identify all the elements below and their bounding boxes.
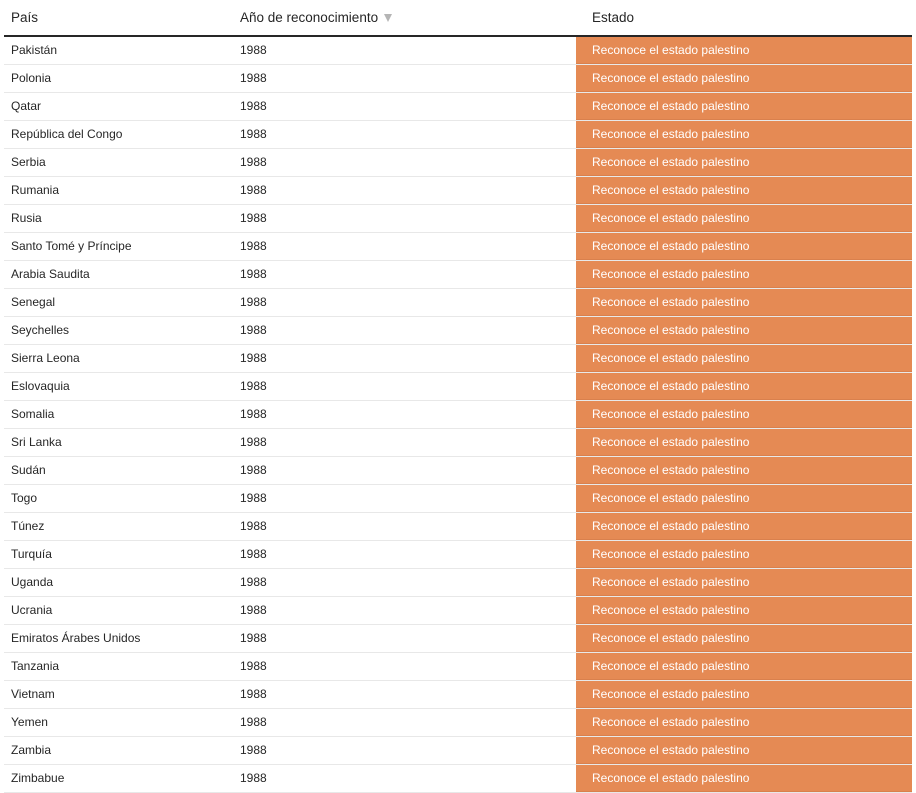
cell-anio: 1988 [240, 575, 267, 589]
cell-anio: 1988 [240, 323, 267, 337]
cell-estado: Reconoce el estado palestino [576, 177, 912, 204]
cell-pais: Arabia Saudita [11, 267, 90, 281]
cell-pais: Polonia [11, 71, 52, 85]
cell-pais: Santo Tomé y Príncipe [11, 239, 132, 253]
cell-estado: Reconoce el estado palestino [576, 261, 912, 288]
column-header-anio[interactable] [240, 10, 392, 25]
cell-anio: 1988 [240, 463, 267, 477]
cell-pais: Túnez [11, 519, 45, 533]
cell-anio: 1988 [240, 715, 267, 729]
table-row [4, 65, 912, 93]
table-row [4, 485, 912, 513]
cell-estado: Reconoce el estado palestino [576, 37, 912, 64]
table-row [4, 93, 912, 121]
cell-estado: Reconoce el estado palestino [576, 149, 912, 176]
cell-pais: Rusia [11, 211, 42, 225]
cell-estado: Reconoce el estado palestino [576, 345, 912, 372]
table-row [4, 457, 912, 485]
table-row [4, 121, 912, 149]
cell-pais: Pakistán [11, 43, 58, 57]
cell-anio: 1988 [240, 43, 267, 57]
cell-anio: 1988 [240, 71, 267, 85]
cell-anio: 1988 [240, 99, 267, 113]
cell-estado: Reconoce el estado palestino [576, 625, 912, 652]
table-header [4, 0, 912, 37]
cell-estado: Reconoce el estado palestino [576, 709, 912, 736]
cell-pais: Qatar [11, 99, 42, 113]
cell-estado: Reconoce el estado palestino [576, 457, 912, 484]
cell-pais: Seychelles [11, 323, 70, 337]
cell-anio: 1988 [240, 659, 267, 673]
cell-pais: Ucrania [11, 603, 53, 617]
cell-estado: Reconoce el estado palestino [576, 65, 912, 92]
cell-pais: Eslovaquia [11, 379, 70, 393]
cell-estado: Reconoce el estado palestino [576, 765, 912, 792]
cell-estado: Reconoce el estado palestino [576, 737, 912, 764]
table-row [4, 765, 912, 793]
cell-anio: 1988 [240, 771, 267, 785]
table-row [4, 653, 912, 681]
cell-estado: Reconoce el estado palestino [576, 233, 912, 260]
cell-estado: Reconoce el estado palestino [576, 205, 912, 232]
cell-anio: 1988 [240, 211, 267, 225]
table-row [4, 345, 912, 373]
column-header-estado[interactable] [592, 10, 634, 25]
cell-pais: Vietnam [11, 687, 55, 701]
cell-pais: Emiratos Árabes Unidos [11, 631, 141, 645]
cell-pais: Sudán [11, 463, 46, 477]
cell-pais: Somalia [11, 407, 55, 421]
cell-estado: Reconoce el estado palestino [576, 597, 912, 624]
table-row [4, 401, 912, 429]
cell-estado: Reconoce el estado palestino [576, 485, 912, 512]
cell-estado: Reconoce el estado palestino [576, 541, 912, 568]
cell-estado: Reconoce el estado palestino [576, 401, 912, 428]
cell-anio: 1988 [240, 183, 267, 197]
table-row [4, 177, 912, 205]
cell-pais: Sierra Leona [11, 351, 80, 365]
cell-pais: Uganda [11, 575, 54, 589]
cell-estado: Reconoce el estado palestino [576, 289, 912, 316]
column-header-pais[interactable] [11, 10, 38, 25]
table-row [4, 737, 912, 765]
column-header-anio-label: Año de reconocimiento [240, 10, 379, 25]
cell-pais: Zambia [11, 743, 52, 757]
cell-pais: Yemen [11, 715, 48, 729]
cell-anio: 1988 [240, 267, 267, 281]
cell-anio: 1988 [240, 435, 267, 449]
cell-anio: 1988 [240, 631, 267, 645]
cell-pais: Rumania [11, 183, 60, 197]
table-row [4, 513, 912, 541]
cell-anio: 1988 [240, 155, 267, 169]
sort-down-icon[interactable] [384, 14, 392, 22]
cell-pais: Senegal [11, 295, 56, 309]
table-row [4, 569, 912, 597]
cell-estado: Reconoce el estado palestino [576, 93, 912, 120]
cell-estado: Reconoce el estado palestino [576, 317, 912, 344]
table-row [4, 429, 912, 457]
cell-anio: 1988 [240, 743, 267, 757]
cell-anio: 1988 [240, 379, 267, 393]
cell-anio: 1988 [240, 127, 267, 141]
table-body [4, 37, 912, 793]
table-row [4, 317, 912, 345]
cell-anio: 1988 [240, 603, 267, 617]
table-row [4, 625, 912, 653]
column-header-estado-label: Estado [592, 10, 635, 25]
cell-pais: Serbia [11, 155, 46, 169]
table-row [4, 681, 912, 709]
table-row [4, 149, 912, 177]
cell-pais: Sri Lanka [11, 435, 62, 449]
cell-anio: 1988 [240, 519, 267, 533]
cell-pais: República del Congo [11, 127, 123, 141]
cell-anio: 1988 [240, 687, 267, 701]
cell-pais: Tanzania [11, 659, 60, 673]
cell-estado: Reconoce el estado palestino [576, 373, 912, 400]
cell-anio: 1988 [240, 547, 267, 561]
cell-estado: Reconoce el estado palestino [576, 653, 912, 680]
cell-pais: Zimbabue [11, 771, 65, 785]
table-row [4, 289, 912, 317]
table-row [4, 597, 912, 625]
cell-pais: Turquía [11, 547, 52, 561]
cell-anio: 1988 [240, 295, 267, 309]
cell-anio: 1988 [240, 351, 267, 365]
recognition-table [4, 0, 912, 793]
cell-estado: Reconoce el estado palestino [576, 429, 912, 456]
cell-estado: Reconoce el estado palestino [576, 569, 912, 596]
table-row [4, 261, 912, 289]
cell-anio: 1988 [240, 491, 267, 505]
table-row [4, 373, 912, 401]
cell-estado: Reconoce el estado palestino [576, 513, 912, 540]
table-row [4, 541, 912, 569]
table-row [4, 233, 912, 261]
cell-anio: 1988 [240, 239, 267, 253]
cell-anio: 1988 [240, 407, 267, 421]
cell-estado: Reconoce el estado palestino [576, 681, 912, 708]
cell-estado: Reconoce el estado palestino [576, 121, 912, 148]
cell-pais: Togo [11, 491, 38, 505]
table-row [4, 37, 912, 65]
table-row [4, 709, 912, 737]
table-row [4, 205, 912, 233]
column-header-pais-label: País [11, 10, 39, 25]
